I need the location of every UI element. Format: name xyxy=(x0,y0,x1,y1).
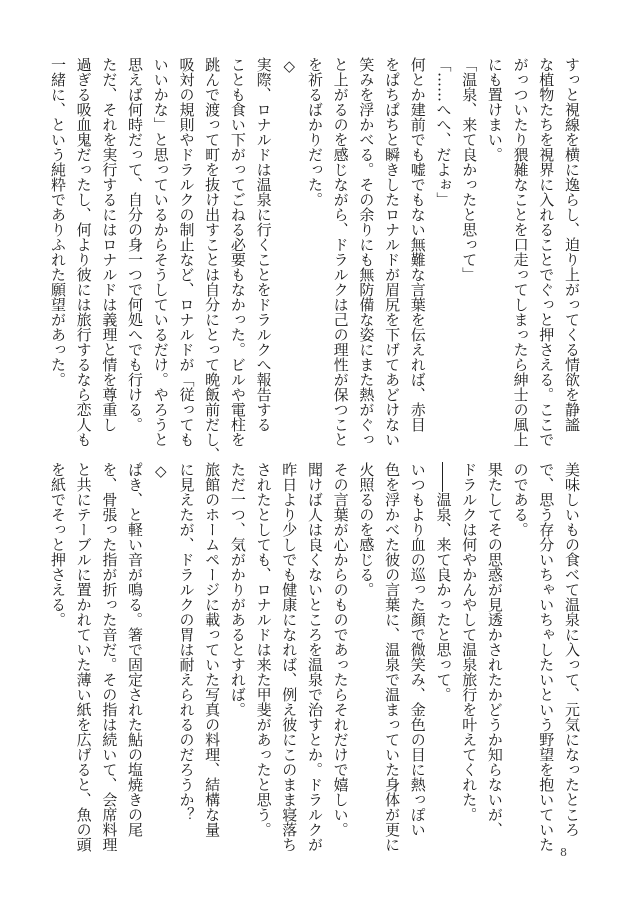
lower-text-block xyxy=(44,462,584,852)
text-line: と共にテーブルに置かれていた薄い紙を広げると、魚の頭 xyxy=(74,462,93,852)
text-line: ただ一つ、気がかりがあるとすれば。 xyxy=(228,462,247,717)
text-line: のである。 xyxy=(511,462,530,537)
text-line: な植物たちを視界に入れることでぐっと押さえる。ここで xyxy=(537,57,556,447)
text-line: を祈るばかりだった。 xyxy=(305,57,324,207)
text-line: 果たしてその思惑が見透かされたかどうか知らないが、 xyxy=(485,462,504,837)
text-line: 色を浮かべた彼の言葉に、温泉で温まっていた身体が更に xyxy=(383,462,402,852)
section-break-mark: ◇ xyxy=(280,57,299,75)
text-line: を紙でそっと押さえる。 xyxy=(48,462,67,627)
upper-text-block xyxy=(44,57,584,462)
text-line: 跳んで渡って町を抜け出すことは自分にとって晩飯前だし、 xyxy=(203,57,222,462)
text-line: されたとしても、ロナルドは来た甲斐があったと思う。 xyxy=(254,462,273,837)
page-number: 8 xyxy=(560,846,567,859)
text-line: その言葉が心からのものであったらそれだけで嬉しい。 xyxy=(331,462,350,837)
text-line: 昨日より少しでも健康になれば、例え彼にこのまま寝落ち xyxy=(280,462,299,852)
text-line: 笑みを浮かべる。その余りにも無防備な姿にまた熱がぐっ xyxy=(357,57,376,447)
text-line: 「……へへ、だよぉ」 xyxy=(434,57,453,207)
text-line: 一緒に、という純粋でありふれた願望があった。 xyxy=(48,57,67,387)
text-line: すっと視線を横に逸らし、迫り上がってくる情欲を静謐 xyxy=(563,57,581,432)
text-line: 思えば何時だって、自分の身一つで何処へでも行ける。 xyxy=(126,57,145,432)
text-line: ――温泉、来て良かったと思って。 xyxy=(434,462,453,702)
text-line: ぱき、と軽い音が鳴る。箸で固定された鮎の塩焼きの尾 xyxy=(126,462,145,837)
text-line: に見えたが、ドラルクの胃は耐えられるのだろうか？ xyxy=(177,462,196,822)
text-line: ことも食い下がってごねる必要もなかった。ビルや電柱を xyxy=(228,57,247,447)
text-line: 吸対の規則やドラルクの制止など、ロナルドが「従っても xyxy=(177,57,196,447)
text-line: にも置けまい。 xyxy=(485,57,504,162)
section-break-mark: ◇ xyxy=(151,462,170,480)
text-line: いつもより血の巡った顔で微笑み、金色の目に熱っぽい xyxy=(408,462,427,837)
text-line: 何とか建前でも嘘でもない無難な言葉を伝えれば、赤目 xyxy=(408,57,427,432)
text-line: と上がるのを感じながら、ドラルクは己の理性が保つこと xyxy=(331,57,350,447)
text-line: 「温泉、来て良かったと思って」 xyxy=(460,57,479,282)
text-line: をぱちぱちと瞬きしたロナルドが眉尻を下げてあどけない xyxy=(383,57,402,447)
text-line: で、思う存分いちゃいちゃしたいという野望を抱いていた xyxy=(537,462,556,852)
text-line: 過ぎる吸血鬼だったし、何より彼には旅行するなら恋人も xyxy=(74,57,93,447)
text-line: ただ、それを実行するにはロナルドは義理と情を尊重し xyxy=(100,57,119,432)
text-line: いいかな」と思っているからそうしているだけ。やろうと xyxy=(151,57,170,447)
text-line: 美味しいもの食べて温泉に入って、元気になったところ xyxy=(563,462,581,837)
text-line: ドラルクは何やかんやして温泉旅行を叶えてくれた。 xyxy=(460,462,479,822)
text-line: を、骨張った指が折った音だ。その指は続いて、会席料理 xyxy=(100,462,119,852)
text-line: 旅館のホームページに載っていた写真の料理、結構な量 xyxy=(203,462,222,837)
text-line: 聞けば人は良くないところを温泉で治すとか。ドラルクが xyxy=(305,462,324,852)
text-line: がっついたり猥雑なことを口走ってしまったら紳士の風上 xyxy=(511,57,530,447)
text-line: 実際、ロナルドは温泉に行くことをドラルクへ報告する xyxy=(254,57,273,432)
text-line: 火照るのを感じる。 xyxy=(357,462,376,597)
